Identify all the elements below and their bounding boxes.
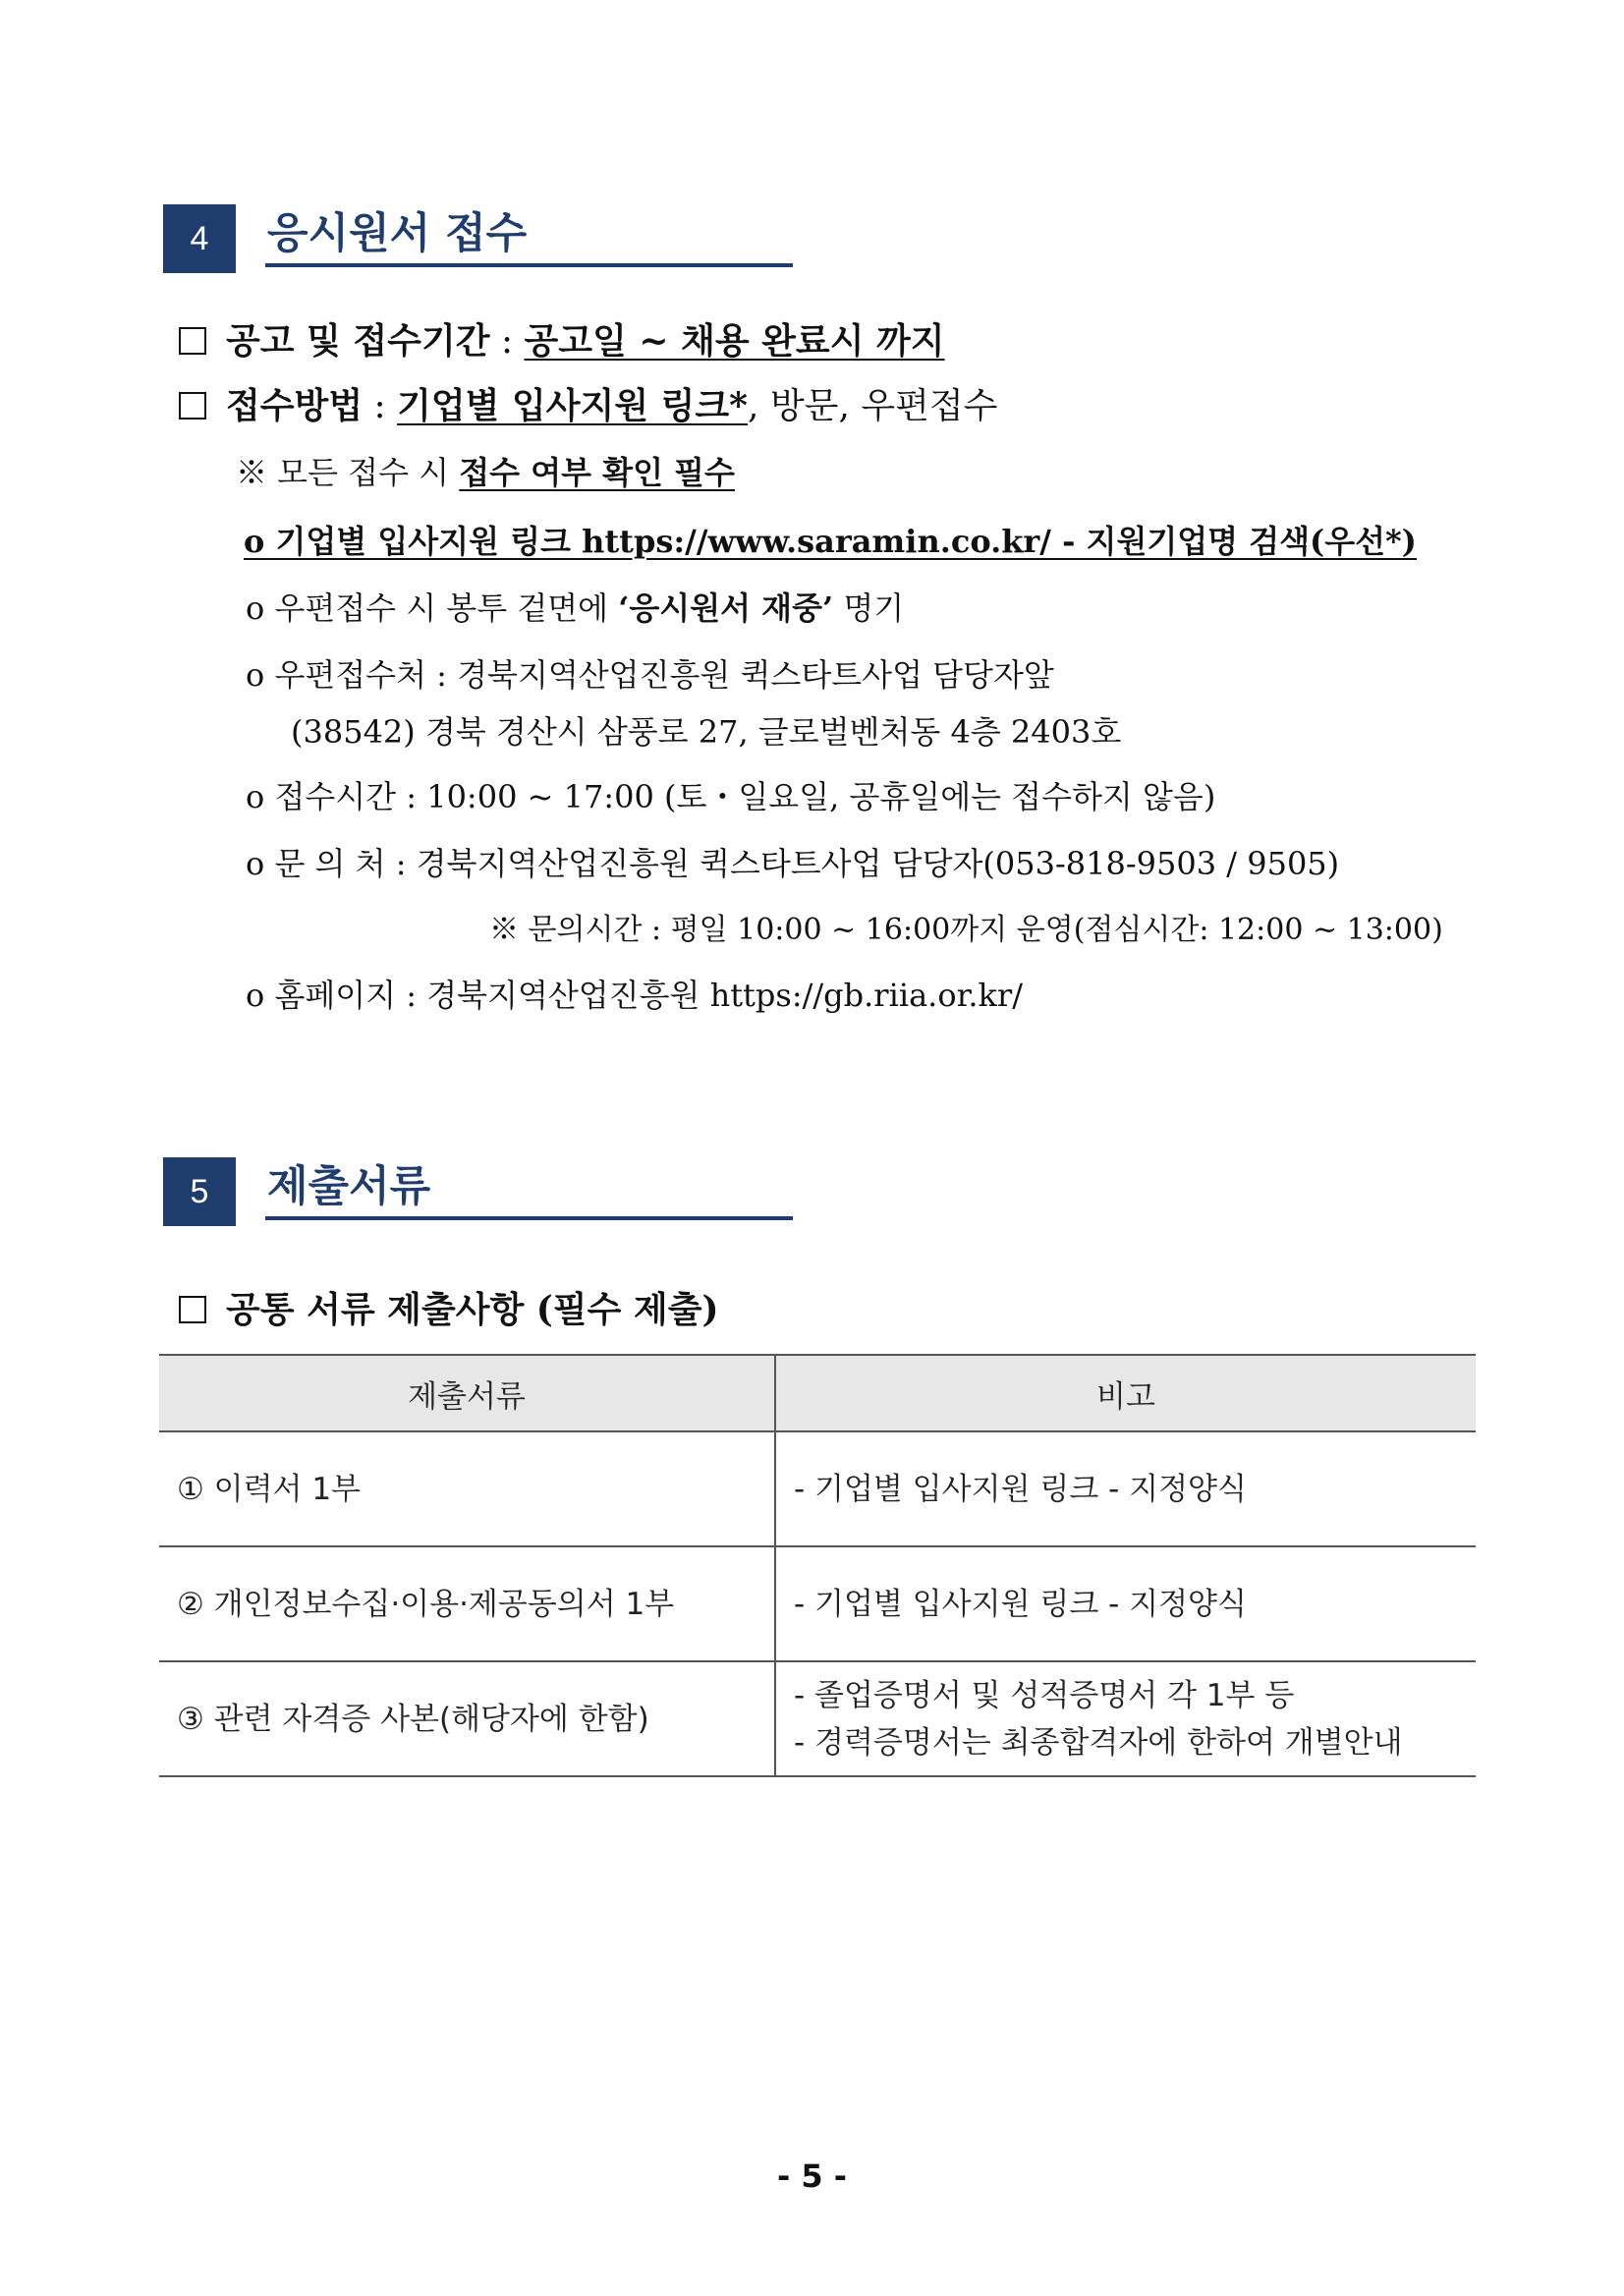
subhead-text: 공통 서류 제출사항 (필수 제출) [226,1289,719,1330]
section-title: 응시원서 접수 [267,209,528,258]
page-number: - 5 - [776,2157,848,2195]
section-number: 5 [163,1157,236,1226]
mail-note-line: o 우편접수 시 봉투 겉면에 ‘응시원서 재중’ 명기 [246,589,905,627]
period-value: 공고일 ~ 채용 완료시 까지 [524,320,945,362]
checkbox-square-icon [179,327,206,355]
contact-hours-line: ※ 문의시간 : 평일 10:00 ~ 16:00까지 운영(점심시간: 12:00 ~ 13:00) [489,913,1443,947]
table-header-row [159,1355,1476,1431]
hours-line: o 접수시간 : 10:00 ~ 17:00 (토・일요일, 공휴일에는 접수하지 않음) [246,778,1216,815]
mail-note-emphasis: ‘응시원서 재중’ [618,589,834,627]
method-value-rest: , 방문, 우편접수 [748,386,998,426]
method-line: 접수방법 : 기업별 입사지원 링크*, 방문, 우편접수 [179,381,997,431]
link-line[interactable]: o 기업별 입사지원 링크 https://www.saramin.co.kr/ - 지원기업명 검색(우선*) [244,523,1417,560]
mail-address-line-2: (38542) 경북 경산시 삼풍로 27, 글로벌벤처동 4층 2403호 [291,713,1122,751]
contact-line: o 문 의 처 : 경북지역산업진흥원 퀵스타트사업 담당자(053-818-9503 / 9505) [246,845,1340,882]
column-header: 제출서류 [159,1355,775,1431]
note-line: ※ 모든 접수 시 접수 여부 확인 필수 [236,454,735,491]
doc-cell: ③ 관련 자격증 사본(해당자에 한함) [159,1661,775,1776]
period-line: 공고 및 접수기간 : 공고일 ~ 채용 완료시 까지 [179,316,945,366]
table-row [159,1431,1476,1546]
column-header: 비고 [775,1355,1476,1431]
doc-cell: ① 이력서 1부 [159,1431,775,1546]
section-underline [265,1216,793,1220]
note-emphasis: 접수 여부 확인 필수 [459,454,735,491]
note-cell: - 졸업증명서 및 성적증명서 각 1부 등 - 경력증명서는 최종합격자에 한하여 개별안내 [775,1661,1476,1776]
checkbox-square-icon [179,1296,206,1323]
subhead-line [179,1285,719,1335]
mail-address-line-1: o 우편접수처 : 경북지역산업진흥원 퀵스타트사업 담당자앞 [246,656,1054,694]
checkbox-square-icon [179,392,206,420]
note-cell: - 기업별 입사지원 링크 - 지정양식 [775,1546,1476,1661]
section-underline [265,263,793,267]
table-row [159,1546,1476,1661]
section-number: 4 [163,204,236,273]
section-title: 제출서류 [267,1162,431,1211]
homepage-line[interactable]: o 홈페이지 : 경북지역산업진흥원 https://gb.riia.or.kr/ [246,977,1024,1014]
table-row [159,1661,1476,1776]
method-value-primary: 기업별 입사지원 링크* [397,385,749,426]
documents-table [159,1354,1476,1777]
doc-cell: ② 개인정보수집·이용·제공동의서 1부 [159,1546,775,1661]
period-label: 공고 및 접수기간 [226,320,490,362]
method-label: 접수방법 [226,385,364,426]
note-cell: - 기업별 입사지원 링크 - 지정양식 [775,1431,1476,1546]
